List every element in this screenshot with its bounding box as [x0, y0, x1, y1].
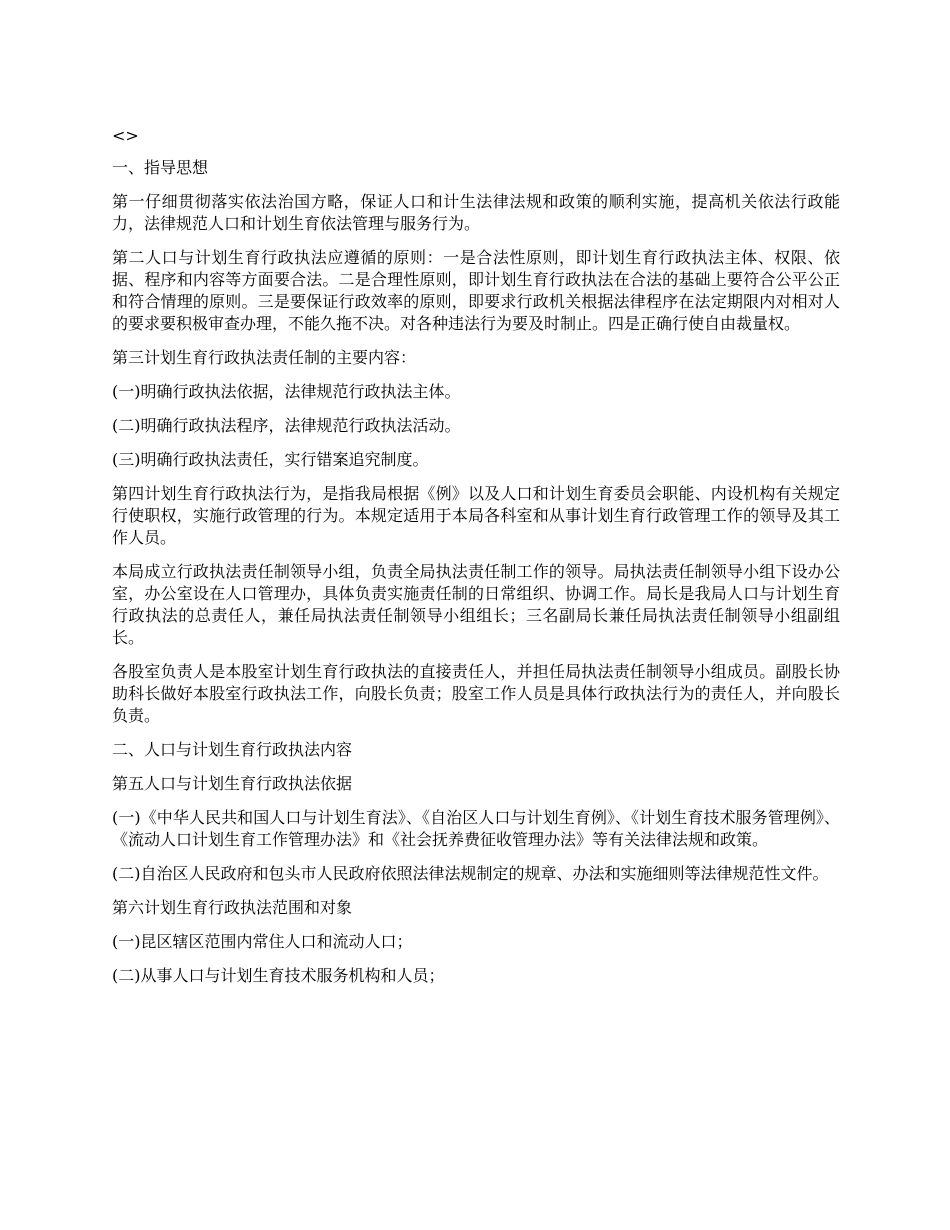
paragraph-section-heads: 各股室负责人是本股室计划生育行政执法的直接责任人，并担任局执法责任制领导小组成员。副股长协助科长做好本股室行政执法工作，向股长负责；股室工作人员是具体行政执法行为的责任人，并向股长负责。: [112, 662, 840, 725]
document-marker: <>: [112, 126, 139, 145]
section-heading-guiding-thought: 一、指导思想: [112, 158, 209, 177]
paragraph-article-5: 第五人口与计划生育行政执法依据: [112, 774, 353, 793]
paragraph-leading-group: 本局成立行政执法责任制领导小组，负责全局执法责任制工作的领导。局执法责任制领导小组下设办公室，办公室设在人口管理办，具体负责实施责任制的日常组织、协调工作。局长是我局人口与计划生育行政执法的总责任人，兼任局执法责任制领导小组组长；三名副局长兼任局执法责任制领导小组副组长。: [112, 562, 840, 647]
list-item-3-3: (三)明确行政执法责任，实行错案追究制度。: [112, 450, 429, 469]
list-item-3-1: (一)明确行政执法依据，法律规范行政执法主体。: [112, 382, 461, 401]
list-item-3-2: (二)明确行政执法程序，法律规范行政执法活动。: [112, 416, 461, 435]
paragraph-article-6: 第六计划生育行政执法范围和对象: [112, 898, 353, 917]
list-item-5-1: (一)《中华人民共和国人口与计划生育法》、《自治区人口与计划生育例》、《计划生育技术服务管理例》、《流动人口计划生育工作管理办法》和《社会抚养费征收管理办法》等有关法律法规和政策。: [112, 808, 840, 849]
list-item-6-2: (二)从事人口与计划生育技术服务机构和人员；: [112, 966, 445, 985]
list-item-5-2: (二)自治区人民政府和包头市人民政府依照法律法规制定的规章、办法和实施细则等法律规范性文件。: [112, 864, 829, 883]
section-heading-enforcement-content: 二、人口与计划生育行政执法内容: [112, 740, 353, 759]
paragraph-article-4: 第四计划生育行政执法行为，是指我局根据《例》以及人口和计划生育委员会职能、内设机构有关规定行使职权，实施行政管理的行为。本规定适用于本局各科室和从事计划生育行政管理工作的领导及其工作人员。: [112, 484, 840, 547]
list-item-6-1: (一)昆区辖区范围内常住人口和流动人口；: [112, 932, 413, 951]
paragraph-article-3: 第三计划生育行政执法责任制的主要内容：: [112, 348, 417, 367]
document-body: [112, 125, 840, 999]
paragraph-article-1: 第一仔细贯彻落实依法治国方略，保证人口和计生法律法规和政策的顺利实施，提高机关依法行政能力，法律规范人口和计划生育依法管理与服务行为。: [112, 192, 840, 233]
paragraph-article-2: 第二人口与计划生育行政执法应遵循的原则：一是合法性原则，即计划生育行政执法主体、权限、依据、程序和内容等方面要合法。二是合理性原则，即计划生育行政执法在合法的基础上要符合公平公正和符合情理的原则。三是要保证行政效率的原则，即要求行政机关根据法律程序在法定期限内对相对人的要求要积极审查办理，不能久拖不决。对各种违法行为要及时制止。四是正确行使自由裁量权。: [112, 248, 840, 333]
